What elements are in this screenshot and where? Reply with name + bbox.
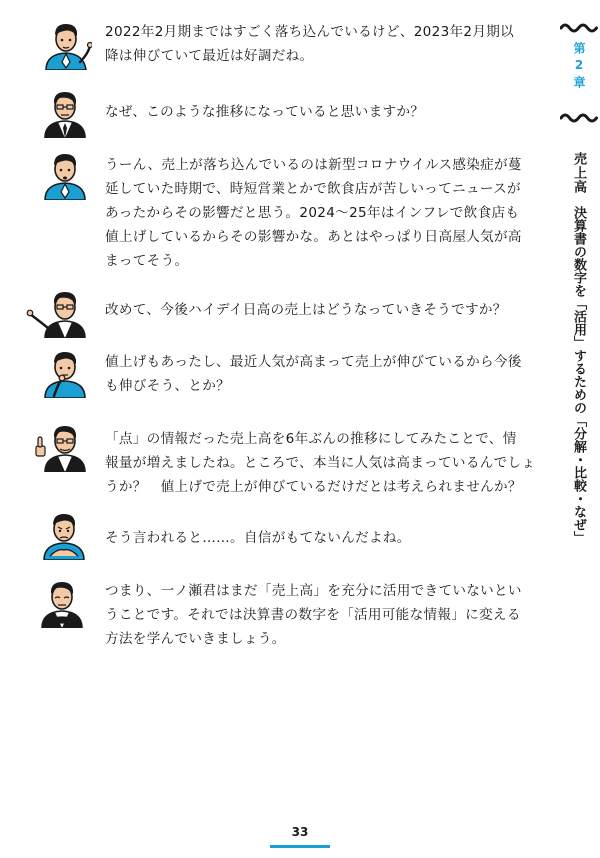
dialogue-1-line-1: 2022年2月期まではすごく落ち込んでいるけど、2023年2月期以 — [105, 24, 515, 40]
dialogue-5-line-1: 値上げもあったし、最近人気が高まって売上が伸びているから今後 — [105, 354, 522, 370]
page-number: 33 — [291, 825, 309, 839]
man-suit-thumbs-up-icon — [34, 422, 90, 472]
man-suit-arms-crossed-icon — [34, 578, 90, 628]
dialogue-8-line-1: つまり、一ノ瀬君はまだ「売上高」を充分に活用できていないとい — [105, 583, 522, 599]
dialogue-3-line-1: うーん、売上が落ち込んでいるのは新型コロナウイルス感染症が蔓 — [105, 157, 522, 173]
dialogue-6-line-3: うか？ 値上げで売上が伸びているだけだとは考えられませんか？ — [105, 479, 522, 495]
dialogue-6-line-2: 報量が増えましたね。ところで、本当に人気は高まっているんでしょ — [105, 455, 536, 471]
dialogue-3-line-2: 延していた時期で、時短営業とかで飲食店が苦しいってニュースが — [105, 181, 521, 197]
dialogue-3-line-5: まってそう。 — [105, 253, 189, 269]
man-blue-shirt-worried-icon — [38, 510, 90, 560]
dialogue-8-line-2: うことです。それでは決算書の数字を「活用可能な情報」に変える — [105, 607, 521, 623]
dialogue-2-line-1: なぜ、このような推移になっていると思いますか？ — [105, 104, 425, 120]
dialogue-8-line-3: 方法を学んでいきましょう。 — [105, 631, 286, 647]
man-blue-shirt-thinking-icon — [40, 348, 90, 398]
chapter-label: 第2章 — [572, 42, 586, 92]
dialogue-5-line-2: も伸びそう、とか？ — [105, 378, 231, 394]
section-label: 売上高 — [571, 152, 586, 194]
wave-divider-bottom — [560, 112, 598, 124]
man-blue-shirt-icon — [40, 150, 90, 200]
chapter-title: 決算書の数字を「活用」するための「分解・比較・なぜ」 — [571, 206, 586, 544]
dialogue-6-line-1: 「点」の情報だった売上高を6年ぶんの推移にしてみたことで、情 — [105, 431, 517, 447]
man-blue-shirt-pointing-icon — [40, 20, 92, 70]
dialogue-3-line-4: 値上げしているからその影響かな。あとはやっぱり日高屋人気が高 — [105, 229, 522, 245]
man-suit-glasses-icon — [40, 88, 90, 138]
page-number-underline — [270, 845, 330, 848]
man-suit-pointing-icon — [26, 290, 90, 338]
dialogue-3-line-3: あったからその影響だと思う。2024～25年はインフレで飲食店も — [105, 205, 520, 221]
wave-divider-top — [560, 22, 598, 34]
dialogue-1-line-2: 降は伸びていて最近は好調だね。 — [105, 48, 314, 64]
dialogue-7-line-1: そう言われると……。自信がもてないんだよね。 — [105, 530, 411, 546]
dialogue-4-line-1: 改めて、今後ハイデイ日高の売上はどうなっていきそうですか？ — [105, 302, 507, 318]
